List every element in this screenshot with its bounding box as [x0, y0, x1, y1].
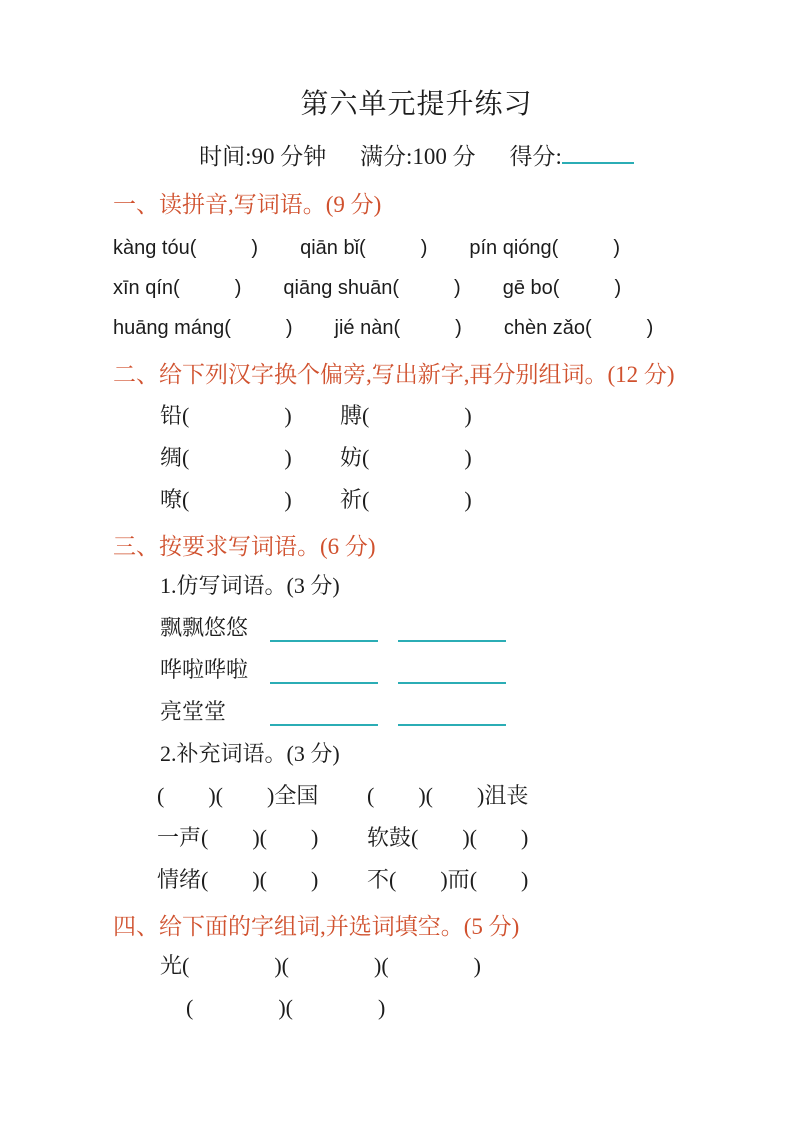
pinyin-item: pín qióng( ) — [469, 237, 620, 259]
pinyin-item: kàng tóu( ) — [113, 237, 259, 259]
pinyin-item: xīn qín( ) — [113, 277, 242, 299]
answer-blank-line — [270, 666, 378, 684]
radical-item: 嘹( ) — [160, 487, 292, 512]
mimic-row — [160, 698, 733, 726]
radical-item: 妨( ) — [340, 445, 472, 470]
answer-blank-line — [398, 666, 506, 684]
character: 绸 — [160, 445, 183, 470]
pinyin-label: huāng máng — [113, 317, 225, 339]
pinyin-label: jié nàn — [334, 317, 394, 339]
pinyin-row — [113, 274, 733, 302]
complete-words-item: ( )( )全国 — [157, 783, 319, 808]
complete-words-item: 不( )而( ) — [367, 867, 529, 892]
word-building-exercise — [113, 952, 733, 1022]
section-4-heading: 四、给下面的字组词,并选词填空。(5 分) — [113, 914, 520, 939]
pinyin-item: qiāng shuān( ) — [283, 277, 461, 299]
pinyin-row — [113, 234, 733, 262]
radical-item: 铅( ) — [160, 403, 292, 428]
pinyin-item: huāng máng( ) — [113, 317, 293, 339]
character: 膊 — [340, 403, 363, 428]
pinyin-exercise — [113, 234, 733, 342]
subsection-2-label: 2.补充词语。(3 分) — [160, 741, 340, 766]
complete-words-item: 情绪( )( ) — [157, 867, 319, 892]
word-building-row: 光( )( )( ) — [160, 953, 481, 978]
mimic-example: 飘飘悠悠 — [160, 615, 249, 640]
exam-full-score: 满分:100 分 — [360, 144, 476, 169]
score-label: 得分: — [509, 144, 562, 169]
page-title: 第六单元提升练习 — [300, 89, 533, 120]
pinyin-label: chèn zǎo — [503, 317, 585, 339]
section-2-heading: 二、给下列汉字换个偏旁,写出新字,再分别组词。(12 分) — [113, 362, 675, 387]
complete-words-row — [157, 782, 733, 810]
complete-words-item: 一声( )( ) — [157, 825, 319, 850]
mimic-example: 亮堂堂 — [160, 699, 227, 724]
mimic-row — [160, 656, 733, 684]
pinyin-item: chèn zǎo( ) — [503, 317, 654, 339]
section-1-heading: 一、读拼音,写词语。(9 分) — [113, 192, 382, 217]
complete-words-item: ( )( )沮丧 — [367, 783, 529, 808]
character: 嘹 — [160, 487, 183, 512]
complete-words-row — [157, 824, 733, 852]
pinyin-item: qiān bǐ( ) — [300, 237, 428, 259]
complete-words-item: 软鼓( )( ) — [367, 825, 529, 850]
radical-item: 绸( ) — [160, 445, 292, 470]
base-character: 光 — [160, 953, 183, 978]
radical-row — [160, 402, 733, 430]
complete-words-row — [157, 866, 733, 894]
mimic-row — [160, 614, 733, 642]
answer-blank-line — [398, 708, 506, 726]
mimic-example: 哗啦哗啦 — [160, 657, 249, 682]
radical-exercise — [113, 402, 733, 514]
subsection-1-label: 1.仿写词语。(3 分) — [160, 573, 340, 598]
exam-info-line — [100, 142, 733, 172]
section-3-heading: 三、按要求写词语。(6 分) — [113, 534, 376, 559]
radical-item: 祈( ) — [340, 487, 472, 512]
radical-row — [160, 486, 733, 514]
character: 铅 — [160, 403, 183, 428]
answer-blank-line — [398, 624, 506, 642]
pinyin-label: gē bo — [502, 277, 553, 299]
pinyin-item: gē bo( ) — [502, 277, 622, 299]
pinyin-label: pín qióng — [469, 237, 552, 259]
character: 祈 — [340, 487, 363, 512]
mimic-words-exercise — [113, 614, 733, 726]
pinyin-item: jié nàn( ) — [334, 317, 462, 339]
pinyin-label: xīn qín — [113, 277, 174, 299]
score-label-wrap — [509, 144, 633, 169]
pinyin-row — [113, 314, 733, 342]
pinyin-label: qiān bǐ — [300, 237, 360, 259]
answer-blank-line — [270, 624, 378, 642]
exam-time: 时间:90 分钟 — [199, 144, 327, 169]
character: 妨 — [340, 445, 363, 470]
word-building-row: ( )( ) — [186, 995, 386, 1020]
radical-row — [160, 444, 733, 472]
complete-words-exercise — [113, 782, 733, 894]
radical-item: 膊( ) — [340, 403, 472, 428]
answer-blank-line — [270, 708, 378, 726]
score-blank-line — [562, 142, 634, 164]
pinyin-label: qiāng shuān — [283, 277, 393, 299]
pinyin-label: kàng tóu — [113, 237, 190, 259]
